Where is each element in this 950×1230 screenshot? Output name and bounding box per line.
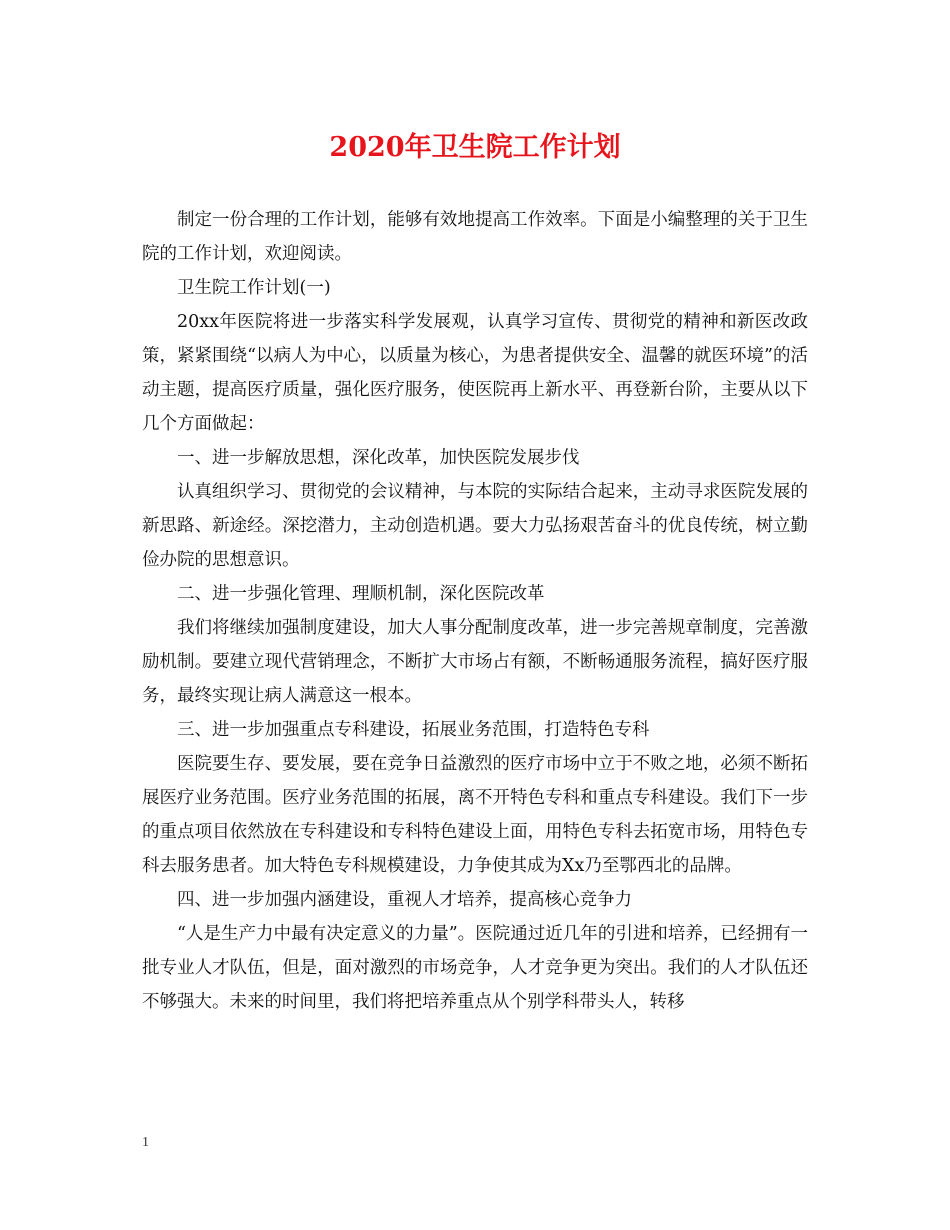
document-title: 2020年卫生院工作计划 [329, 132, 621, 163]
section-paragraph-2: 我们将继续加强制度建设，加大人事分配制度改革，进一步完善规章制度，完善激励机制。要建立现代营销理念，不断扩大市场占有额，不断畅通服务流程，搞好医疗服务，最终实现让病人满意这一根本。 [142, 618, 808, 706]
document-body [142, 203, 808, 1019]
plan-heading: 卫生院工作计划(一) [177, 278, 331, 298]
section-paragraph-4: “人是生产力中最有决定意义的力量”。医院通过近几年的引进和培养，已经拥有一批专业人才队伍，但是，面对激烈的市场竞争，人才竞争更为突出。我们的人才队伍还不够强大。未来的时间里，我们将把培养重点从个别学科带头人，转移 [142, 924, 808, 1012]
section-heading-1: 一、进一步解放思想，深化改革，加快医院发展步伐 [177, 448, 580, 468]
section-heading-3: 三、进一步加强重点专科建设，拓展业务范围，打造特色专科 [177, 720, 650, 740]
overview-paragraph: 20xx年医院将进一步落实科学发展观，认真学习宣传、贯彻党的精神和新医改政策，紧紧围绕“以病人为中心，以质量为核心，为患者提供安全、温馨的就医环境”的活动主题，提高医疗质量，强化医疗服务，使医院再上新水平、再登新台阶，主要从以下几个方面做起： [142, 312, 808, 434]
section-paragraph-1: 认真组织学习、贯彻党的会议精神，与本院的实际结合起来，主动寻求医院发展的新思路、新途经。深挖潜力，主动创造机遇。要大力弘扬艰苦奋斗的优良传统，树立勤俭办院的思想意识。 [142, 482, 808, 570]
section-paragraph-3: 医院要生存、要发展，要在竞争日益激烈的医疗市场中立于不败之地，必须不断拓展医疗业务范围。医疗业务范围的拓展，离不开特色专科和重点专科建设。我们下一步的重点项目依然放在专科建设和专科特色建设上面，用特色专科去拓宽市场，用特色专科去服务患者。加大特色专科规模建设，力争使其成为Xx乃至鄂西北的品牌。 [142, 754, 808, 876]
page-number: 1 [142, 1135, 149, 1150]
section-heading-4: 四、进一步加强内涵建设，重视人才培养，提高核心竞争力 [177, 890, 632, 910]
intro-paragraph: 制定一份合理的工作计划，能够有效地提高工作效率。下面是小编整理的关于卫生院的工作计划，欢迎阅读。 [142, 210, 808, 264]
section-heading-2: 二、进一步强化管理、理顺机制，深化医院改革 [177, 584, 545, 604]
